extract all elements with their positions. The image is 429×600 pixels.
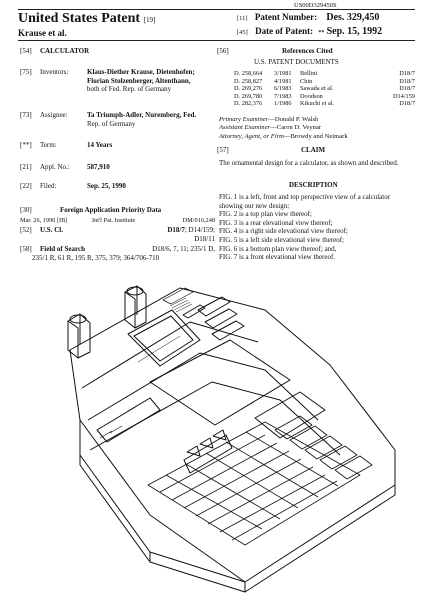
paper-roll-peg-right	[125, 286, 146, 328]
claim-text: The ornamental design for a calculator, as shown and described.	[219, 159, 399, 167]
figure-item: FIG. 6 is a bottom plan view thereof; and,	[219, 244, 337, 253]
ref-number: D. 269,276	[234, 85, 263, 93]
assistant-examiner	[219, 124, 419, 132]
ref-name: Sawada et al.	[300, 85, 334, 93]
document-number: US00D329450S	[294, 2, 337, 9]
field-30	[20, 206, 220, 215]
ref-date: 6/1983	[274, 85, 292, 93]
figure-item: FIG. 4 is a right side elevational view thereof;	[219, 227, 348, 236]
field-21	[20, 163, 220, 172]
function-keys-right	[275, 416, 372, 479]
field-term	[20, 141, 220, 150]
refs-heading: U.S. PATENT DOCUMENTS	[254, 58, 339, 66]
field-56-tag: [56]	[217, 47, 229, 55]
us-cl-line2: D18/11	[194, 235, 215, 243]
description-heading: DESCRIPTION	[289, 181, 338, 189]
primary-examiner-name: —Donald P. Walsh	[268, 116, 319, 123]
patent-number-label: Patent Number:	[254, 12, 318, 22]
inventor-line-1: Klaus-Diether Krause, Dietenhofen;	[87, 68, 195, 76]
field-54-tag: [54]	[20, 47, 32, 55]
inventors-label: Inventors:	[40, 68, 69, 76]
keypad	[148, 422, 360, 545]
field-56	[217, 47, 417, 56]
assistant-examiner-label: Assistant Examiner	[219, 124, 271, 132]
appl-no-value: 587,910	[87, 163, 110, 171]
us-cl-rest: ; D14/159;	[184, 226, 215, 234]
ref-name: Kikuchi et al.	[300, 100, 335, 108]
header-bottom-rule	[18, 40, 415, 41]
attorney	[219, 133, 419, 141]
title-tag: [19]	[143, 16, 156, 24]
examiners-block	[219, 116, 419, 141]
field-57-tag: [57]	[217, 146, 229, 154]
field-21-tag: [21]	[20, 163, 32, 171]
field-22	[20, 182, 220, 191]
date-value: Sep. 15, 1992	[326, 26, 383, 37]
reference-row	[234, 93, 415, 101]
ref-number: D. 269,780	[234, 92, 263, 100]
ref-name: Chin	[300, 77, 313, 85]
field-30-tag: [30]	[20, 206, 32, 214]
priority-data-label: Foreign Application Priority Data	[60, 206, 162, 214]
printer-slot-hatching	[170, 298, 192, 312]
calculator-drawing	[0, 270, 429, 600]
paper-roll-peg-left	[68, 314, 90, 358]
inventor-line-3: both of Fed. Rep. of Germany	[87, 85, 172, 94]
left-control-strip	[97, 398, 160, 442]
date-label: Date of Patent:	[255, 26, 314, 36]
figure-item: FIG. 7 is a front elevational view thereof.	[219, 253, 336, 262]
patent-number-row	[237, 12, 379, 23]
field-term-tag: [**]	[20, 141, 32, 149]
ref-class: D14/159	[392, 92, 415, 100]
field-of-search-line1: D18/6, 7, 11; 235/1 D,	[152, 245, 215, 253]
field-54	[20, 47, 90, 56]
inventors-value	[87, 68, 227, 94]
reference-row	[234, 78, 415, 86]
ref-date: 1/1986	[274, 100, 292, 108]
reference-row	[234, 100, 415, 108]
figures-list	[219, 193, 415, 262]
ref-class: D18/7	[399, 77, 415, 85]
field-57	[217, 146, 417, 155]
ref-number: D. 258,827	[234, 77, 263, 85]
ref-class: D18/7	[399, 70, 415, 77]
claim-label: CLAIM	[301, 146, 326, 154]
assignee-label: Assignee:	[40, 111, 68, 119]
ref-date: 7/1983	[274, 92, 292, 100]
attorney-label: Attorney, Agent, or Firm	[219, 132, 284, 140]
ref-class: D18/7	[399, 100, 415, 108]
primary-examiner-label: Primary Examiner	[219, 116, 269, 123]
date-tag: [45]	[237, 29, 248, 36]
ref-number: D. 282,376	[234, 100, 263, 108]
assignee-value	[87, 111, 227, 128]
field-58-tag: [58]	[20, 245, 32, 253]
date-of-patent-row	[237, 26, 382, 37]
inventor-line-2: Florian Stolzenberger, Altenthann,	[87, 76, 191, 85]
term-label: Term:	[40, 141, 57, 149]
term-value: 14 Years	[87, 141, 113, 149]
field-73-assignee	[20, 111, 220, 128]
figure-item: FIG. 3 is a rear elevational view thereof;	[219, 218, 333, 227]
us-cl-label: U.S. Cl.	[40, 226, 63, 234]
priority-office: Int'l Pat. Institute	[92, 217, 136, 224]
inventor-line: Krause et al.	[18, 28, 67, 38]
appl-no-label: Appl. No.:	[40, 163, 70, 171]
filed-label: Filed:	[40, 182, 57, 190]
ref-name: Bellini	[300, 70, 318, 77]
us-cl-value	[167, 226, 215, 235]
field-73-tag: [73]	[20, 111, 32, 119]
field-52-tag: [52]	[20, 226, 32, 234]
invention-title: CALCULATOR	[40, 47, 90, 55]
patent-title	[18, 10, 155, 29]
field-22-tag: [22]	[20, 182, 32, 190]
assignee-line-1: Ta Triumph-Adler, Nuremberg, Fed.	[87, 111, 197, 119]
date-marker: **	[318, 30, 325, 36]
references-table	[234, 70, 415, 108]
priority-data-row	[20, 217, 215, 225]
reference-row	[234, 85, 415, 93]
field-52	[20, 226, 215, 243]
field-of-search-label: Field of Search	[40, 245, 85, 253]
field-75-inventors	[20, 68, 220, 94]
field-75-tag: [75]	[20, 68, 32, 76]
ref-name: Doodson	[300, 92, 323, 100]
ref-date: 3/1981	[274, 70, 292, 77]
ref-date: 4/1981	[274, 77, 292, 85]
attorney-name: —Browdy and Neimark	[283, 132, 348, 140]
figure-item: FIG. 1 is a left, front and top perspective view of a calculator showing our new design;	[219, 193, 391, 210]
base-edge	[80, 455, 395, 592]
patent-number-value: Des. 329,450	[326, 12, 380, 23]
figure-item: FIG. 5 is a left side elevational view thereof;	[219, 235, 344, 244]
field-of-search-line2: 235/1 R, 61 R, 195 R, 375, 379; 364/706-710	[32, 254, 160, 262]
reference-row	[234, 70, 415, 78]
priority-number: DM/016,248	[182, 217, 215, 224]
priority-date: Mar. 26, 1990 [IB]	[20, 217, 68, 224]
assistant-examiner-name: —Caron D. Veynar	[270, 124, 322, 132]
assignee-line-2: Rep. of Germany	[87, 119, 136, 128]
figure-item: FIG. 2 is a top plan view thereof;	[219, 210, 312, 219]
primary-examiner	[219, 116, 419, 124]
patent-title-text: United States Patent	[18, 11, 141, 26]
us-cl-primary: D18/7	[167, 226, 185, 234]
ref-class: D18/7	[399, 85, 415, 93]
patent-number-tag: [11]	[237, 15, 248, 22]
references-cited-label: References Cited	[282, 47, 333, 55]
arrow-keys	[184, 430, 232, 473]
field-58	[20, 245, 215, 262]
filed-value: Sep. 25, 1990	[87, 182, 126, 190]
ref-number: D. 258,664	[234, 70, 263, 77]
